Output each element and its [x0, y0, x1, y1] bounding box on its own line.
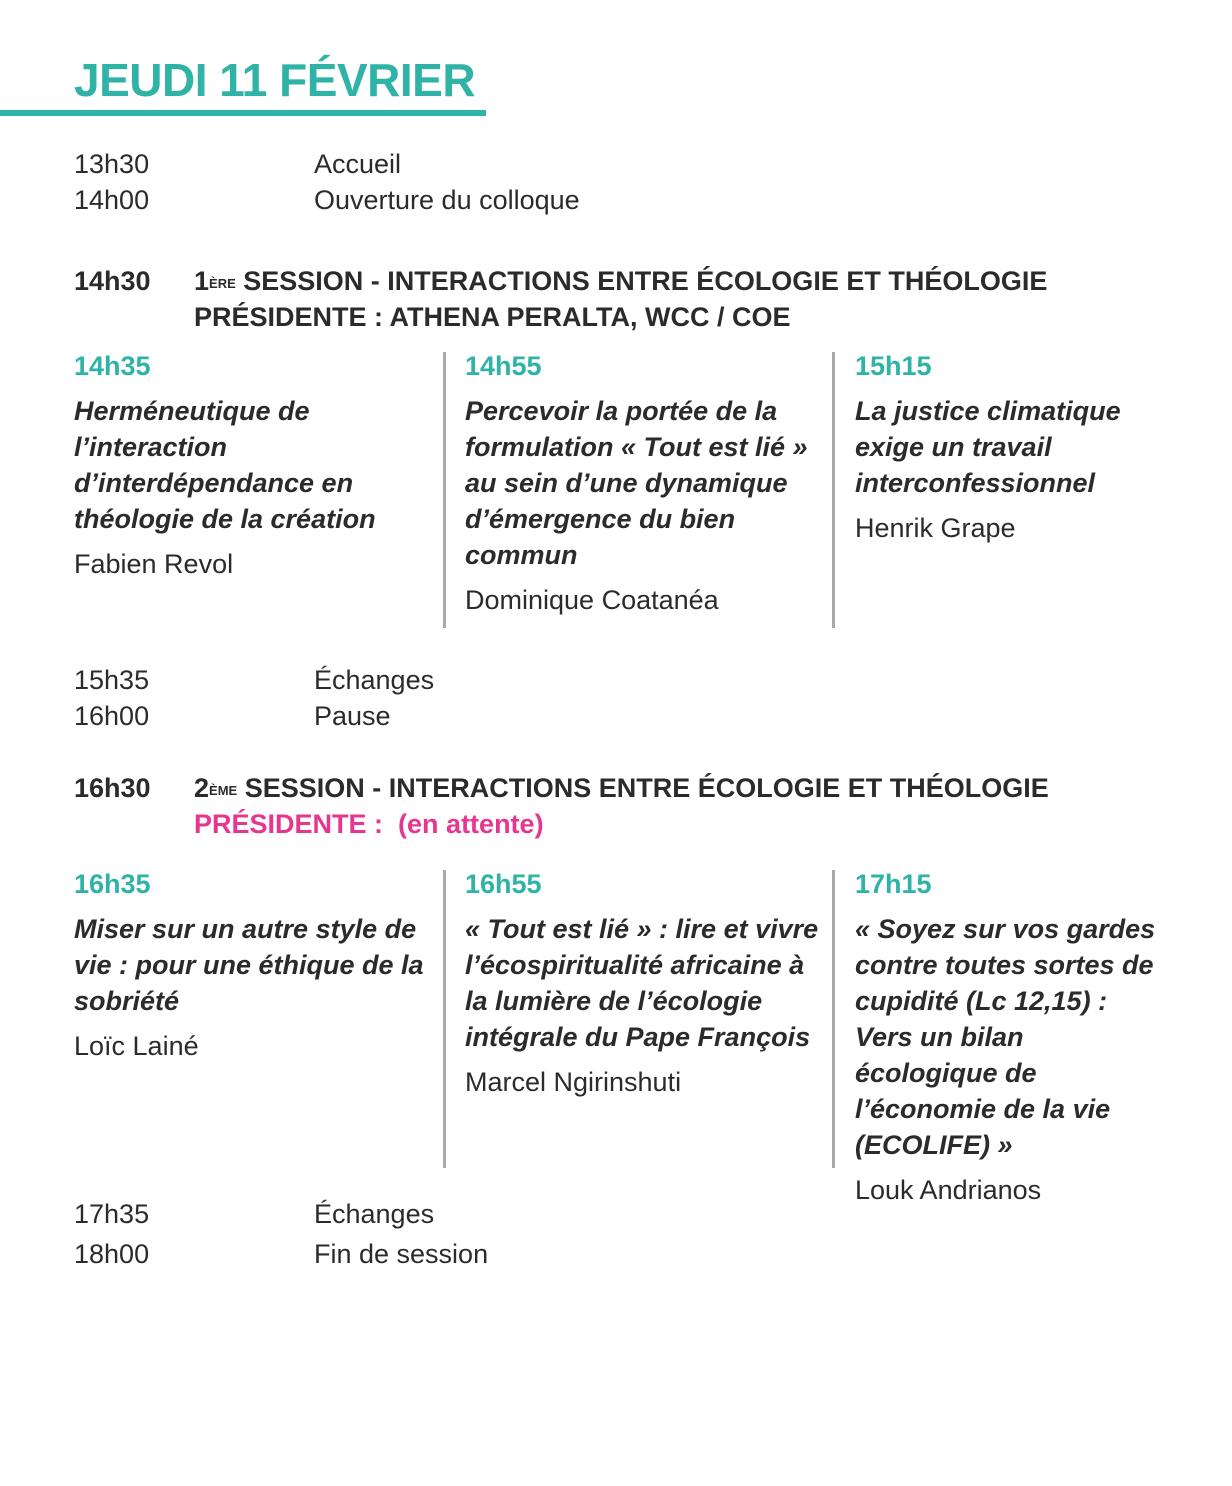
column-separator: [832, 870, 835, 1168]
row-time: 14h00: [74, 185, 150, 215]
session-time: 14h30: [74, 266, 151, 296]
talk-speaker: Dominique Coatanéa: [465, 585, 719, 615]
talk-card: [465, 866, 825, 1100]
talk-title: « Soyez sur vos gardes contre toutes sortes de cupidité (Lc 12,15) : Vers un bilan écologique de l’économie de la vie (ECOLIFE) »: [855, 914, 1156, 1160]
talk-title: Herméneutique de l’interaction d’interdépendance en théologie de la création: [74, 396, 376, 534]
session-title: 2ÈME SESSION - INTERACTIONS ENTRE ÉCOLOGIE ET THÉOLOGIE: [194, 773, 1049, 803]
column-separator: [832, 352, 835, 628]
president-value: (en attente): [398, 809, 544, 839]
talk-time: 16h55: [465, 869, 542, 899]
talk-speaker: Loïc Lainé: [74, 1031, 199, 1061]
row-time: 18h00: [74, 1239, 150, 1269]
row-time: 15h35: [74, 665, 150, 695]
talk-time: 17h15: [855, 869, 932, 899]
talk-title: Percevoir la portée de la formulation « Tout est lié » au sein d’une dynamique d’émergence du bien commun: [465, 396, 808, 570]
talk-card: [855, 866, 1215, 1208]
president-label: PRÉSIDENTE :: [194, 809, 384, 839]
day-title: JEUDI 11 FÉVRIER: [74, 54, 476, 106]
column-separator: [443, 870, 446, 1168]
talk-card: [74, 348, 434, 582]
talk-title: « Tout est lié » : lire et vivre l’écospiritualité africaine à la lumière de l’écologie intégrale du Pape François: [465, 914, 819, 1052]
talk-time: 15h15: [855, 351, 932, 381]
row-label: Pause: [314, 701, 391, 731]
row-label: Échanges: [314, 665, 435, 695]
session-title: 1ÈRE SESSION - INTERACTIONS ENTRE ÉCOLOGIE ET THÉOLOGIE: [194, 266, 1048, 296]
row-label: Échanges: [314, 1199, 435, 1229]
session-president: [194, 806, 544, 842]
row-label: Accueil: [314, 149, 402, 179]
row-time: 13h30: [74, 149, 150, 179]
talk-card: [855, 348, 1215, 546]
talk-time: 14h35: [74, 351, 151, 381]
column-separator: [443, 352, 446, 628]
talk-speaker: Fabien Revol: [74, 549, 234, 579]
row-time: 17h35: [74, 1199, 150, 1229]
title-underline: [0, 110, 486, 116]
talk-time: 14h55: [465, 351, 542, 381]
talk-speaker: Marcel Ngirinshuti: [465, 1067, 682, 1097]
talk-speaker: Louk Andrianos: [855, 1175, 1042, 1205]
row-label: Fin de session: [314, 1239, 489, 1269]
talk-speaker: Henrik Grape: [855, 513, 1016, 543]
talk-title: Miser sur un autre style de vie : pour une éthique de la sobriété: [74, 914, 424, 1016]
talk-card: [74, 866, 434, 1064]
row-time: 16h00: [74, 701, 150, 731]
talk-time: 16h35: [74, 869, 151, 899]
session-president: PRÉSIDENTE : ATHENA PERALTA, WCC / COE: [194, 302, 791, 332]
session-time: 16h30: [74, 773, 151, 803]
row-label: Ouverture du colloque: [314, 185, 580, 215]
talk-card: [465, 348, 825, 618]
talk-title: La justice climatique exige un travail interconfessionnel: [855, 396, 1121, 498]
